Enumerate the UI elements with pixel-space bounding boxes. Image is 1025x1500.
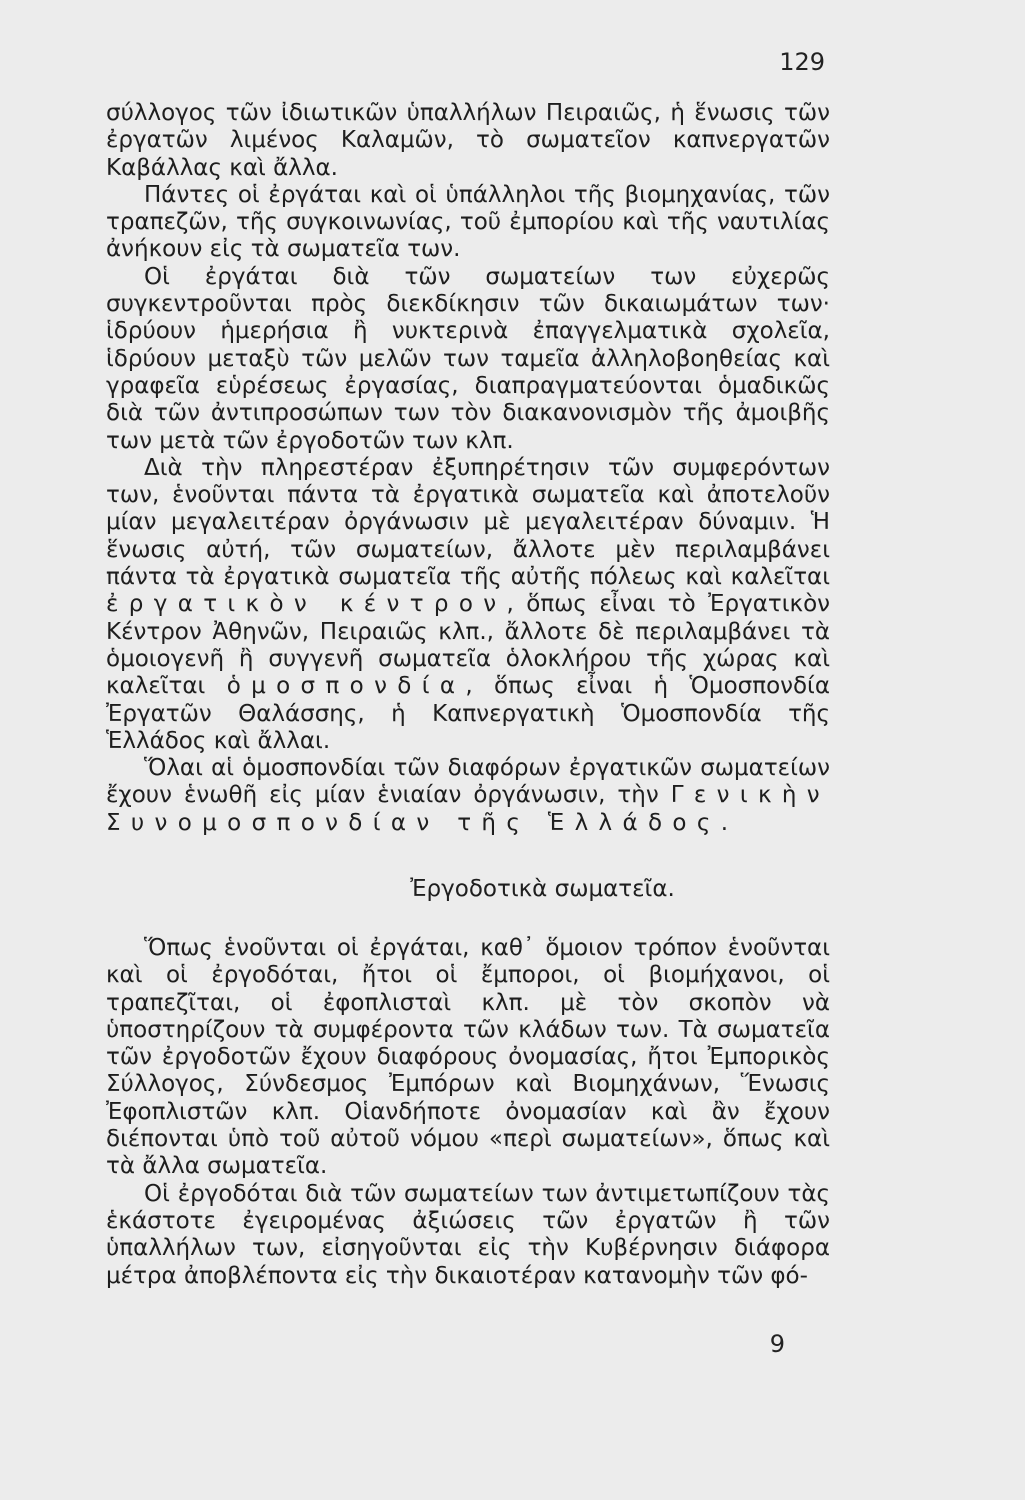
- text-run: , ὅπως εἶναι τὸ Ἐργατικὸν Κέντρον Ἀθηνῶν, Πειραιῶς κλπ., ἄλλοτε δὲ περιλαμβάνει τὰ ὁμοιογενῆ ἢ συγγενῆ σωματεῖα ὁλοκλήρου τῆς χώρας καὶ καλεῖται: [106, 591, 830, 700]
- paragraph-workers-unions: Πάντες οἱ ἐργάται καὶ οἱ ὑπάλληλοι τῆς βιομηχανίας, τῶν τραπεζῶν, τῆς συγκοινωνίας, τοῦ ἐμπορίου καὶ τῆς ναυτιλίας ἀνήκουν εἰς τὰ σωματεῖα των.: [106, 181, 830, 263]
- paragraph-labour-centres: [106, 455, 830, 755]
- spaced-term-labour-centre: ἐργατικὸν κέντρον: [106, 591, 507, 618]
- paragraph-employer-unions: Ὅπως ἑνοῦνται οἱ ἐργάται, καθ᾿ ὅμοιον τρόπον ἑνοῦνται καὶ οἱ ἐργοδόται, ἤτοι οἱ ἔμποροι, οἱ βιομήχανοι, οἱ τραπεζῖται, οἱ ἐφοπλισταὶ κλπ. μὲ τὸν σκοπὸν νὰ ὑποστηρίζουν τὰ συμφέροντα τῶν κλάδων των. Τὰ σωματεῖα τῶν ἐργοδοτῶν ἔχουν διαφόρους ὀνομασίας, ἤτοι Ἐμπορικὸς Σύλλογος, Σύνδεσμος Ἐμπόρων καὶ Βιομηχάνων, Ἕνωσις Ἐφοπλιστῶν κλπ. Οἱανδήποτε ὀνομασίαν καὶ ἂν ἔχουν διέπονται ὑπὸ τοῦ αὐτοῦ νόμου «περὶ σωματείων», ὅπως καὶ τὰ ἄλλα σωματεῖα.: [106, 935, 830, 1180]
- signature-mark: 9: [769, 1330, 785, 1358]
- text-block-top: [106, 100, 830, 837]
- text-run: .: [720, 809, 729, 836]
- text-run: , ὅπως εἶναι ἡ Ὁμοσπονδία Ἐργατῶν Θαλάσσης, ἡ Καπνεργατικὴ Ὁμοσπονδία τῆς Ἑλλάδος καὶ ἄλλαι.: [106, 673, 830, 754]
- paragraph-continued: σύλλογος τῶν ἰδιωτικῶν ὑπαλλήλων Πειραιῶς, ἡ ἕνωσις τῶν ἐργατῶν λιμένος Καλαμῶν, τὸ σωματεῖον καπνεργατῶν Καβάλλας καὶ ἄλλα.: [106, 100, 830, 181]
- section-heading: Ἐργοδοτικὰ σωματεῖα.: [410, 876, 675, 902]
- spaced-term-federation: ὁμοσπονδία: [226, 673, 466, 700]
- paragraph-union-benefits: Οἱ ἐργάται διὰ τῶν σωματείων των εὐχερῶς συγκεντροῦνται πρὸς διεκδίκησιν τῶν δικαιωμάτων των· ἱδρύουν ἡμερήσια ἢ νυκτερινὰ ἐπαγγελματικὰ σχολεῖα, ἱδρύουν μεταξὺ τῶν μελῶν των ταμεῖα ἀλληλοβοηθείας καὶ γραφεῖα εὑρέσεως ἐργασίας, διαπραγματεύονται ὁμαδικῶς διὰ τῶν ἀντιπροσώπων των τὸν διακανονισμὸν τῆς ἀμοιβῆς των μετὰ τῶν ἐργοδοτῶν των κλπ.: [106, 263, 830, 454]
- text-block-bottom: [106, 935, 830, 1290]
- spaced-term-confederation: Γενικὴν Συνομοσπονδίαν τῆς Ἑλλάδος: [106, 782, 830, 836]
- paragraph-employer-actions: Οἱ ἐργοδόται διὰ τῶν σωματείων των ἀντιμετωπίζουν τὰς ἑκάστοτε ἐγειρομένας ἀξιώσεις τῶν ἐργατῶν ἢ τῶν ὑπαλλήλων των, εἰσηγοῦνται εἰς τὴν Κυβέρνησιν διάφορα μέτρα ἀποβλέποντα εἰς τὴν δικαιοτέραν κατανομὴν τῶν φό-: [106, 1180, 830, 1289]
- text-run: Ὅλαι αἱ ὁμοσπονδίαι τῶν διαφόρων ἐργατικῶν σωματείων ἔχουν ἑνωθῆ εἰς μίαν ἑνιαίαν ὀργάνωσιν, τὴν: [106, 755, 830, 809]
- paragraph-general-confederation: [106, 755, 830, 837]
- page-number: 129: [779, 48, 825, 76]
- text-run: Διὰ τὴν πληρεστέραν ἐξυπηρέτησιν τῶν συμφερόντων των, ἑνοῦνται πάντα τὰ ἐργατικὰ σωματεῖα καὶ ἀποτελοῦν μίαν μεγαλειτέραν ὀργάνωσιν μὲ μεγαλειτέραν δύναμιν. Ἡ ἕνωσις αὐτή, τῶν σωματείων, ἄλλοτε μὲν περιλαμβάνει πάντα τὰ ἐργατικὰ σωματεῖα τῆς αὐτῆς πόλεως καὶ καλεῖται: [106, 454, 830, 591]
